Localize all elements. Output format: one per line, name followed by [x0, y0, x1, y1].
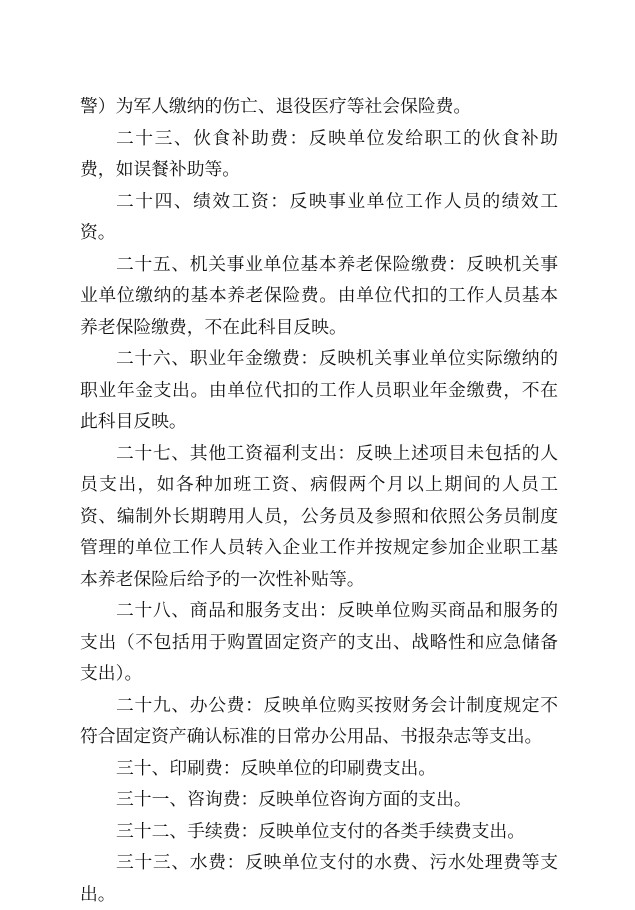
paragraph-handling-fee: 三十二、手续费：反映单位支付的各类手续费支出。 — [116, 820, 525, 842]
paragraph-office-expense: 二十九、办公费：反映单位购买按财务会计制度规定不符合固定资产确认标准的日常办公用品、书报杂志等支出。 — [80, 694, 558, 747]
paragraph-occupational-annuity: 二十六、职业年金缴费：反映机关事业单位实际缴纳的职业年金支出。由单位代扣的工作人员职业年金缴费，不在此科目反映。 — [80, 348, 558, 432]
document-body — [80, 91, 558, 910]
paragraph-meal-subsidy: 二十三、伙食补助费：反映单位发给职工的伙食补助费，如误餐补助等。 — [80, 127, 558, 180]
paragraph-social-insurance-continued: 警）为军人缴纳的伤亡、退役医疗等社会保险费。 — [80, 96, 472, 117]
paragraph-printing-fee: 三十、印刷费：反映单位的印刷费支出。 — [116, 757, 437, 779]
paragraph-consulting-fee: 三十一、咨询费：反映单位咨询方面的支出。 — [116, 789, 472, 810]
paragraph-water-fee: 三十三、水费：反映单位支付的水费、污水处理费等支出。 — [80, 852, 558, 905]
paragraph-goods-services: 二十八、商品和服务支出：反映单位购买商品和服务的支出（不包括用于购置固定资产的支出、战略性和应急储备支出）。 — [80, 600, 558, 684]
paragraph-other-welfare: 二十七、其他工资福利支出：反映上述项目未包括的人员支出，如各种加班工资、病假两个月以上期间的人员工资、编制外长期聘用人员，公务员及参照和依照公务员制度管理的单位工作人员转入企业工作并按规定参加企业职工基本养老保险后给予的一次性补贴等。 — [80, 442, 558, 590]
paragraph-basic-pension: 二十五、机关事业单位基本养老保险缴费：反映机关事业单位缴纳的基本养老保险费。由单位代扣的工作人员基本养老保险缴费，不在此科目反映。 — [80, 253, 558, 338]
paragraph-performance-pay: 二十四、绩效工资：反映事业单位工作人员的绩效工资。 — [80, 190, 558, 243]
